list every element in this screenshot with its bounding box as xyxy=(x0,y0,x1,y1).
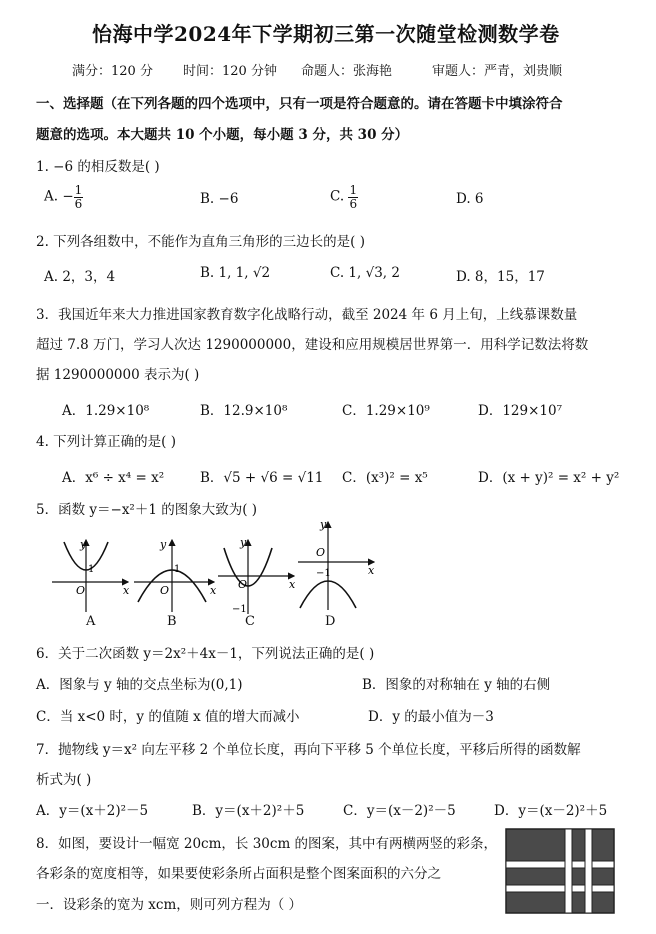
q8-vertical-stripe-2 xyxy=(585,829,592,913)
q1-option-d: D. 6 xyxy=(456,191,484,207)
graph-b-one: 1 xyxy=(174,564,181,575)
graph-a xyxy=(48,536,136,616)
q3-option-c: C．1.29×10⁹ xyxy=(342,403,430,419)
graph-c xyxy=(214,536,300,616)
graph-b-x-label: x xyxy=(210,584,217,597)
q6-option-a: A．图象与 y 轴的交点坐标为(0,1) xyxy=(36,677,243,693)
q8-horizontal-stripe-1 xyxy=(506,861,614,868)
graph-d-neg-one: −1 xyxy=(316,568,331,579)
q8-line1: 8．如图，要设计一幅宽 20cm，长 30cm 的图案，其中有两横两竖的彩条， xyxy=(36,836,498,852)
q4-option-d: D．(x + y)² = x² + y² xyxy=(478,470,620,486)
q1-stem: 1. −6 的相反数是( ) xyxy=(36,159,160,175)
q7-option-a: A．y＝(x＋2)²－5 xyxy=(36,803,149,819)
full-score: 满分：120 分 xyxy=(72,64,153,79)
graph-c-neg-one: −1 xyxy=(232,604,247,615)
graph-c-y-label: y xyxy=(240,536,247,549)
q3-line2: 超过 7.8 万门，学习人次达 1290000000，建设和应用规模居世界第一．用科学记数法将数 xyxy=(36,337,589,353)
q4-option-a: A．x⁶ ÷ x⁴ = x² xyxy=(62,470,165,486)
graph-b xyxy=(130,536,220,616)
exam-title: 怡海中学2024年下学期初三第一次随堂检测数学卷 xyxy=(92,22,560,46)
author: 命题人：张海艳 xyxy=(301,64,393,79)
section-heading-line2: 题意的选项。本大题共 10 个小题，每小题 3 分，共 30 分） xyxy=(36,127,409,143)
graph-a-label: A xyxy=(86,614,96,629)
q1-option-c xyxy=(330,184,358,210)
q7-option-c: C．y＝(x－2)²－5 xyxy=(343,803,456,819)
q6-option-b: B．图象的对称轴在 y 轴的右侧 xyxy=(362,677,551,693)
q7-option-b: B．y＝(x＋2)²＋5 xyxy=(192,803,305,819)
q1-option-b: B. −6 xyxy=(200,191,239,207)
q3-option-b: B．12.9×10⁸ xyxy=(200,403,288,419)
q8-line3: 一．设彩条的宽为 xcm，则可列方程为（ ） xyxy=(36,897,303,913)
section-heading-line1: 一、选择题（在下列各题的四个选项中，只有一项是符合题意的。请在答题卡中填涂符合 xyxy=(36,96,563,112)
graph-a-one: 1 xyxy=(88,564,95,575)
q7-option-d: D．y＝(x－2)²＋5 xyxy=(494,803,608,819)
graph-b-origin: O xyxy=(160,584,170,597)
q3-option-d: D．129×10⁷ xyxy=(478,403,562,419)
q8-stripe-figure xyxy=(505,828,615,914)
graph-a-x-label: x xyxy=(123,584,130,597)
graph-c-origin: O xyxy=(238,578,248,591)
graph-b-label: B xyxy=(167,614,177,629)
q4-option-c: C．(x³)² = x⁵ xyxy=(342,470,428,486)
exam-time: 时间：120 分钟 xyxy=(183,64,277,79)
reviewer: 审题人：严青，刘贵顺 xyxy=(432,64,563,79)
q7-line1: 7．抛物线 y＝x² 向左平移 2 个单位长度，再向下平移 5 个单位长度，平移后所得的函数解 xyxy=(36,742,581,758)
graph-d-label: D xyxy=(325,614,336,629)
graph-c-label: C xyxy=(245,614,255,629)
q1-a-fraction: $\frac{1}{6}$ xyxy=(74,183,83,211)
q3-line3: 据 1290000000 表示为( ) xyxy=(36,367,200,383)
q4-stem: 4. 下列计算正确的是( ) xyxy=(36,434,176,450)
graph-d-y-label: y xyxy=(320,518,327,531)
q2-option-d: D. 8，15，17 xyxy=(456,269,545,285)
q5-stem: 5．函数 y＝−x²＋1 的图象大致为( ) xyxy=(36,502,258,518)
q8-horizontal-stripe-2 xyxy=(506,885,614,892)
q1-c-prefix: C. xyxy=(330,188,345,205)
q3-line1: 3．我国近年来大力推进国家教育数字化战略行动，截至 2024 年 6 月上旬，上线慕课数量 xyxy=(36,307,578,323)
q8-line2: 各彩条的宽度相等，如果要使彩条所占面积是整个图案面积的六分之 xyxy=(36,866,441,882)
q1-option-a xyxy=(44,184,83,210)
q6-option-d: D．y 的最小值为－3 xyxy=(368,709,494,725)
graph-b-y-label: y xyxy=(160,538,167,551)
q2-option-b: B. 1, 1, √2 xyxy=(200,265,271,281)
graph-a-y-label: y xyxy=(80,538,87,551)
q6-option-c: C．当 x<0 时，y 的值随 x 值的增大而减小 xyxy=(36,709,300,725)
q3-option-a: A．1.29×10⁸ xyxy=(62,403,150,419)
q8-vertical-stripe-1 xyxy=(565,829,572,913)
q1-a-prefix: A. − xyxy=(44,188,74,205)
q1-c-fraction: $\frac{1}{6}$ xyxy=(349,183,358,211)
q2-stem: 2. 下列各组数中，不能作为直角三角形的三边长的是( ) xyxy=(36,234,365,250)
graph-d-x-label: x xyxy=(368,564,375,577)
q8-pattern-background xyxy=(506,829,614,913)
q7-line2: 析式为( ) xyxy=(36,772,92,788)
graph-d-origin: O xyxy=(316,546,326,559)
q6-stem: 6．关于二次函数 y＝2x²＋4x－1，下列说法正确的是( ) xyxy=(36,646,375,662)
q2-option-c: C. 1, √3, 2 xyxy=(330,265,400,281)
graph-c-x-label: x xyxy=(289,578,296,591)
q2-option-a: A. 2，3，4 xyxy=(44,269,116,285)
graph-d xyxy=(294,516,380,612)
q4-option-b: B．√5 + √6 = √11 xyxy=(200,470,324,486)
graph-a-origin: O xyxy=(76,584,86,597)
